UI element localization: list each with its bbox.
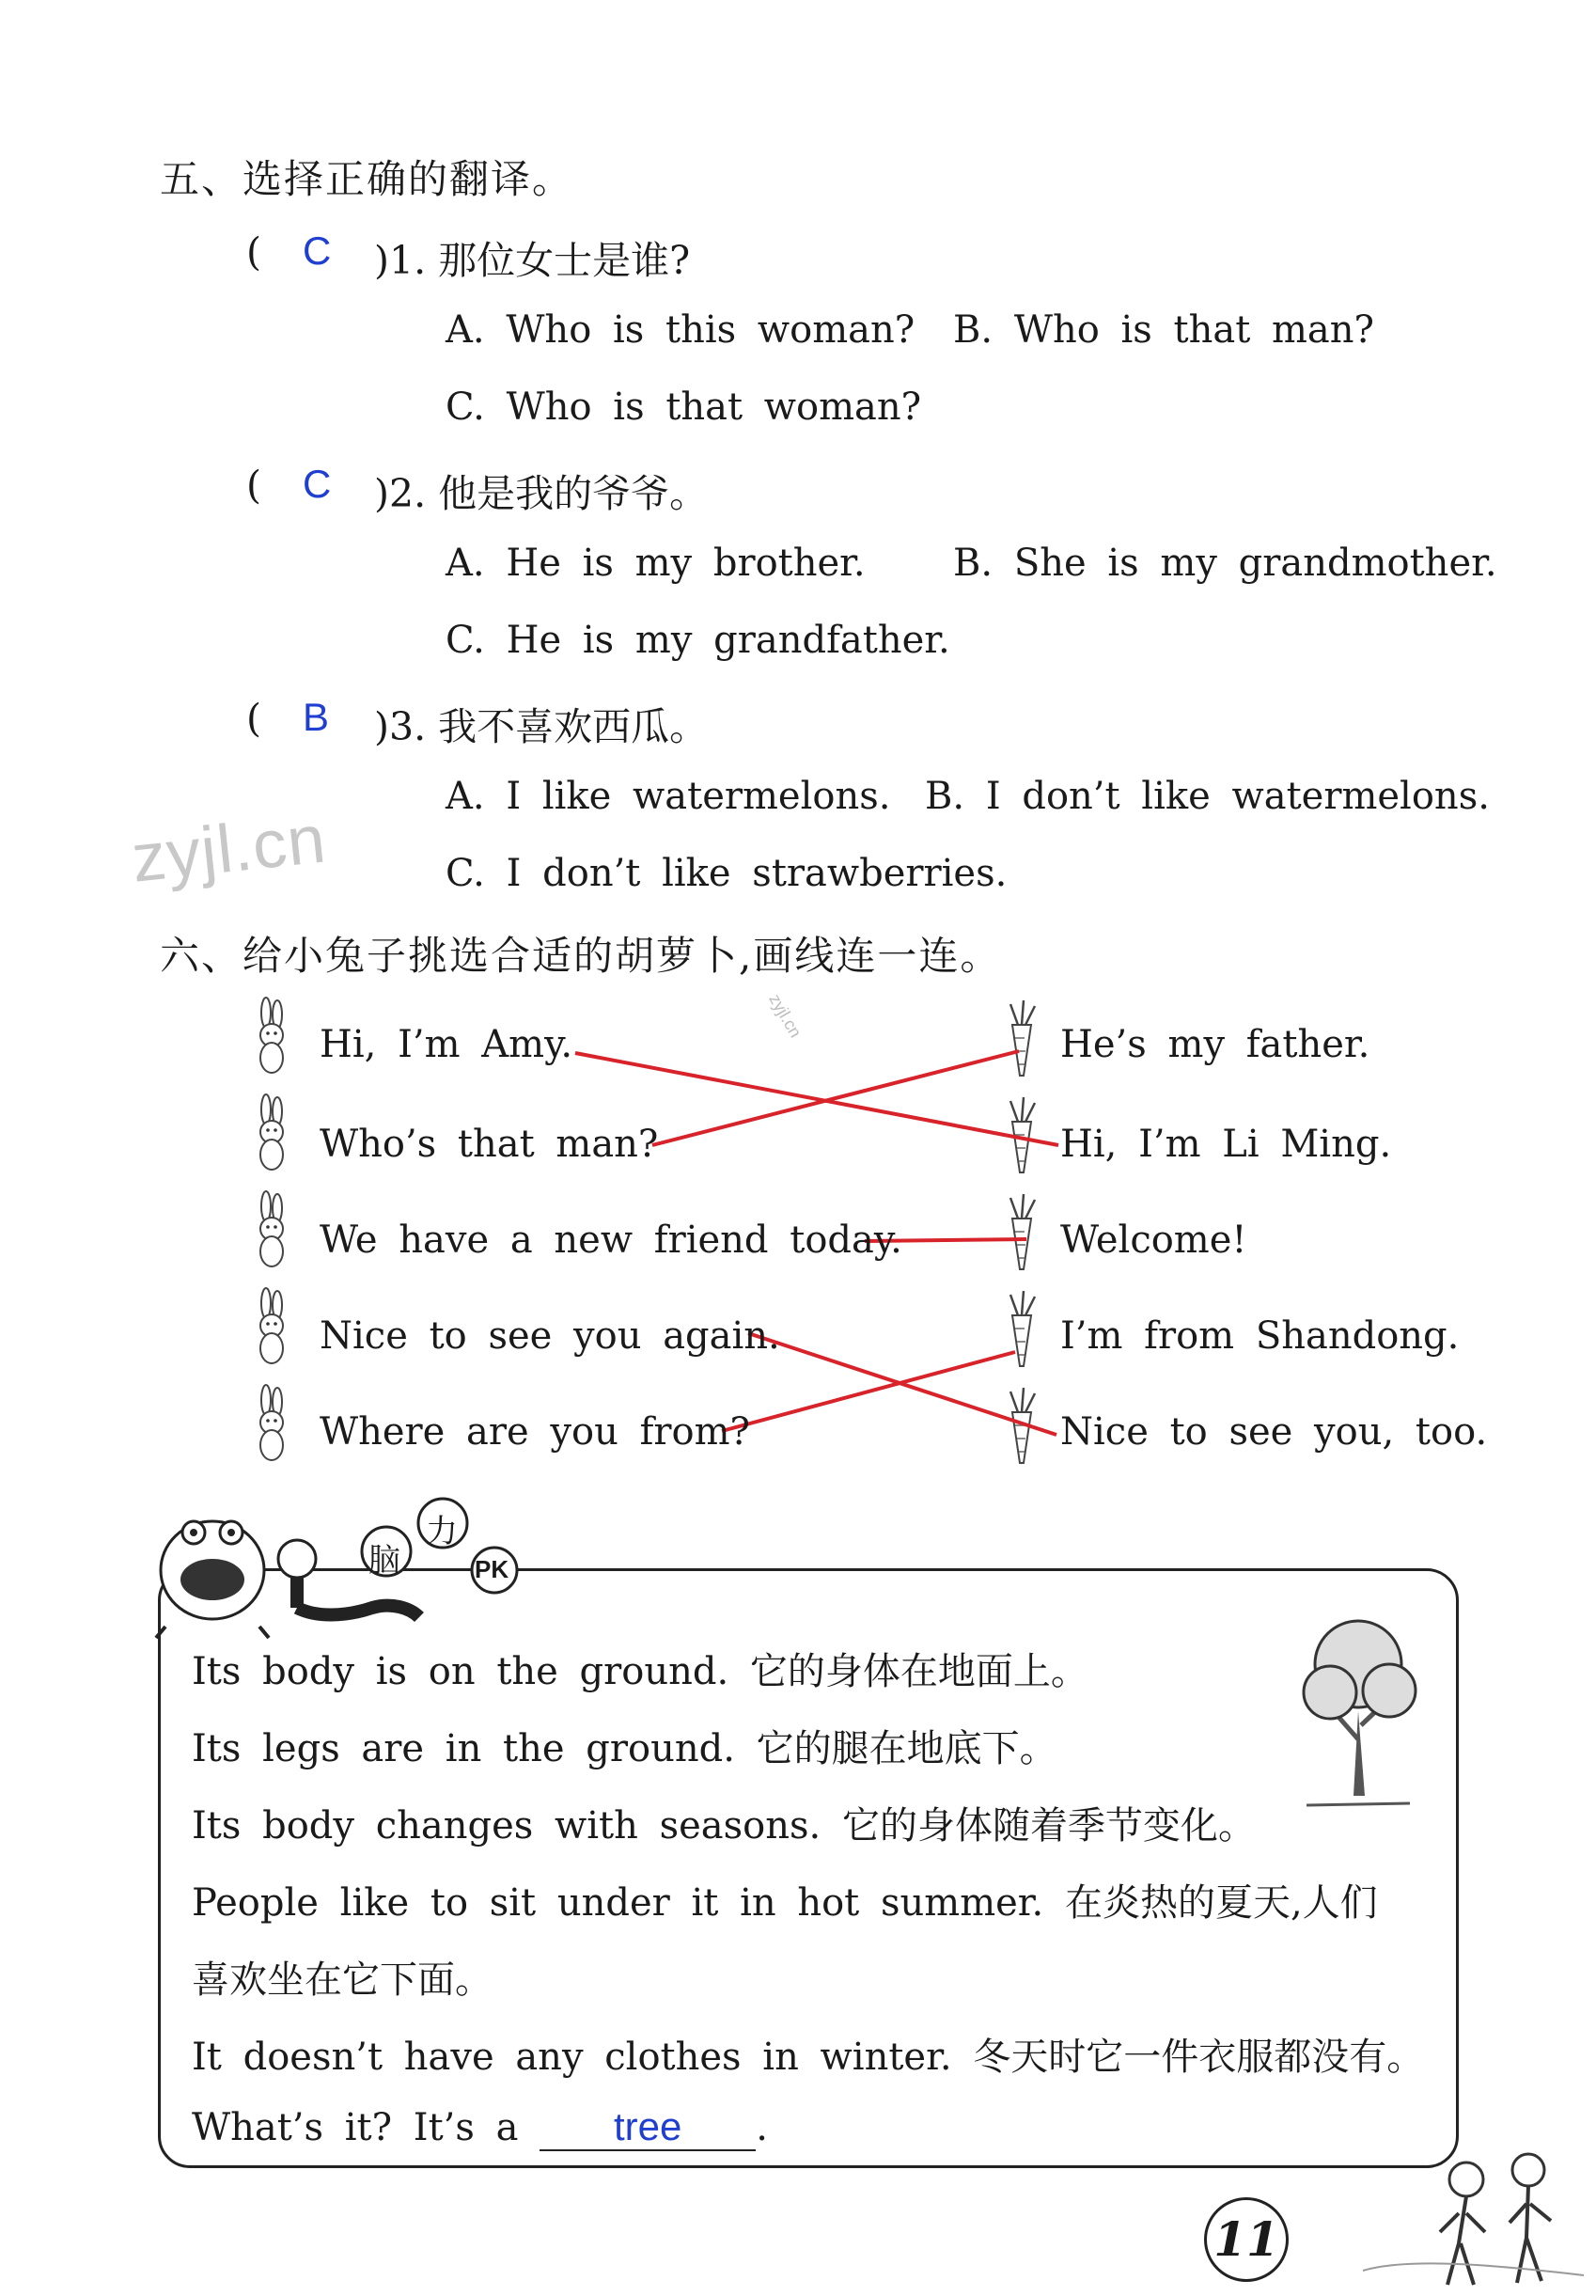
q1-option-b: B. Who is that man? (953, 308, 1374, 352)
rabbit-icon (260, 998, 283, 1073)
section-5-heading: 五、选择正确的翻译。 (160, 156, 574, 202)
carrot-icon (1010, 1194, 1035, 1269)
answer-paren-open: ( (246, 696, 261, 741)
q3-answer: B (303, 695, 330, 739)
right-sentence: Hi, I’m Li Ming. (1060, 1123, 1392, 1166)
left-sentence: Nice to see you again. (320, 1314, 780, 1358)
rabbit-icon (260, 1385, 283, 1460)
right-sentence: I’m from Shandong. (1060, 1314, 1460, 1358)
pk-badge-char: PK (475, 1555, 509, 1583)
frog-mascot-icon (156, 1521, 269, 1638)
tree-icon (1288, 1598, 1429, 1833)
pk-answer-blank: tree (540, 2104, 756, 2151)
match-line (652, 1051, 1019, 1145)
power-badge-char: 力 (426, 1513, 458, 1550)
pk-line: Its legs are in the ground. 它的腿在地底下。 (192, 1727, 1057, 1770)
pk-question-prefix: What’s it? It’s a (192, 2106, 519, 2149)
q3-option-b: B. I don’t like watermelons. (925, 775, 1490, 818)
q3-option-c: C. I don’t like strawberries. (446, 852, 1008, 895)
children-illustration (1353, 2134, 1588, 2294)
carrot-icon (1010, 1000, 1035, 1076)
q2-answer: C (303, 462, 332, 506)
watermark: zyjl.cn (128, 801, 330, 897)
carrot-icon (1010, 1291, 1035, 1366)
small-watermark: zyjl.cn (765, 990, 806, 1041)
pk-question-suffix: . (756, 2106, 768, 2149)
right-sentence: Nice to see you, too. (1060, 1410, 1488, 1454)
pk-question (192, 2104, 768, 2151)
left-sentence: Hi, I’m Amy. (320, 1023, 573, 1066)
answer-paren-open: ( (246, 229, 261, 275)
pk-line: 喜欢坐在它下面。 (192, 1958, 493, 2002)
rabbit-icon (260, 1191, 283, 1266)
q1-option-a: A. Who is this woman? (446, 308, 915, 352)
q1-answer: C (303, 228, 332, 273)
rabbit-icon (260, 1094, 283, 1170)
left-sentence: Who’s that man? (320, 1123, 659, 1166)
q3-option-a: A. I like watermelons. (446, 775, 891, 818)
left-sentence: Where are you from? (320, 1410, 750, 1454)
q1-option-c: C. Who is that woman? (446, 385, 922, 429)
pk-line: Its body changes with seasons. 它的身体随着季节变化。 (192, 1804, 1256, 1848)
left-sentence: We have a new friend today. (320, 1219, 902, 1262)
brain-badge-char: 脑 (368, 1542, 400, 1580)
page-number: 11 (1204, 2197, 1289, 2282)
answer-paren-open: ( (246, 463, 261, 508)
right-sentence: Welcome! (1060, 1219, 1247, 1262)
pk-line: Its body is on the ground. 它的身体在地面上。 (192, 1650, 1088, 1693)
q1-stem: )1. 那位女士是谁? (374, 238, 691, 283)
pk-line: People like to sit under it in hot summer. 在炎热的夏天,人们 (192, 1881, 1378, 1925)
section-6-heading: 六、给小兔子挑选合适的胡萝卜,画线连一连。 (160, 933, 1002, 979)
q2-stem: )2. 他是我的爷爷。 (374, 471, 709, 516)
match-line (722, 1352, 1015, 1431)
q2-option-b: B. She is my grandmother. (953, 542, 1497, 585)
q2-option-c: C. He is my grandfather. (446, 619, 950, 662)
right-sentence: He’s my father. (1060, 1023, 1370, 1066)
brain-pk-banner-illustration (137, 1486, 532, 1645)
q2-option-a: A. He is my brother. (446, 542, 866, 585)
q3-stem: )3. 我不喜欢西瓜。 (374, 704, 709, 749)
rabbit-icon (260, 1288, 283, 1363)
pk-line: It doesn’t have any clothes in winter. 冬天时它一件衣服都没有。 (192, 2036, 1425, 2079)
